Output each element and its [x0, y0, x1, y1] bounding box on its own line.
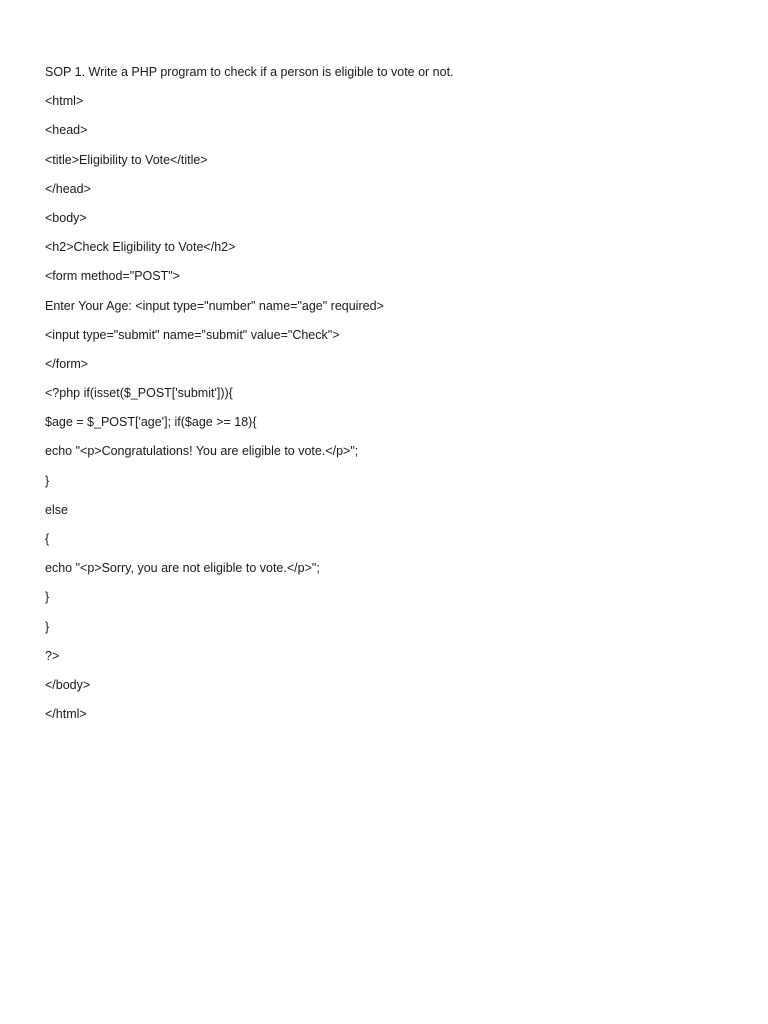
- code-line: }: [45, 619, 50, 634]
- code-line: echo "<p>Congratulations! You are eligible to vote.</p>";: [45, 444, 359, 459]
- code-line: echo "<p>Sorry, you are not eligible to vote.</p>";: [45, 561, 320, 576]
- document-content: [45, 63, 725, 734]
- code-line: else: [45, 502, 68, 517]
- code-line: <input type="submit" name="submit" value="Check">: [45, 327, 340, 342]
- code-line: </form>: [45, 356, 89, 371]
- code-line: </body>: [45, 677, 91, 692]
- code-line: {: [45, 532, 50, 546]
- code-line: <form method="POST">: [45, 269, 180, 284]
- code-line: </head>: [45, 181, 91, 196]
- code-line: }: [45, 473, 50, 488]
- code-line: }: [45, 590, 50, 605]
- code-line: <title>Eligibility to Vote</title>: [45, 152, 208, 167]
- code-line: </html>: [45, 707, 87, 722]
- code-line: Enter Your Age: <input type="number" name="age" required>: [45, 298, 384, 313]
- code-line: <h2>Check Eligibility to Vote</h2>: [45, 240, 236, 255]
- code-line: <html>: [45, 94, 84, 109]
- code-line: <body>: [45, 210, 87, 225]
- code-line: <?php if(isset($_POST['submit'])){: [45, 386, 233, 401]
- code-line: <head>: [45, 123, 88, 138]
- code-line: ?>: [45, 648, 60, 663]
- question-heading: SOP 1. Write a PHP program to check if a person is eligible to vote or not.: [45, 65, 454, 79]
- code-line: $age = $_POST['age']; if($age >= 18){: [45, 415, 257, 430]
